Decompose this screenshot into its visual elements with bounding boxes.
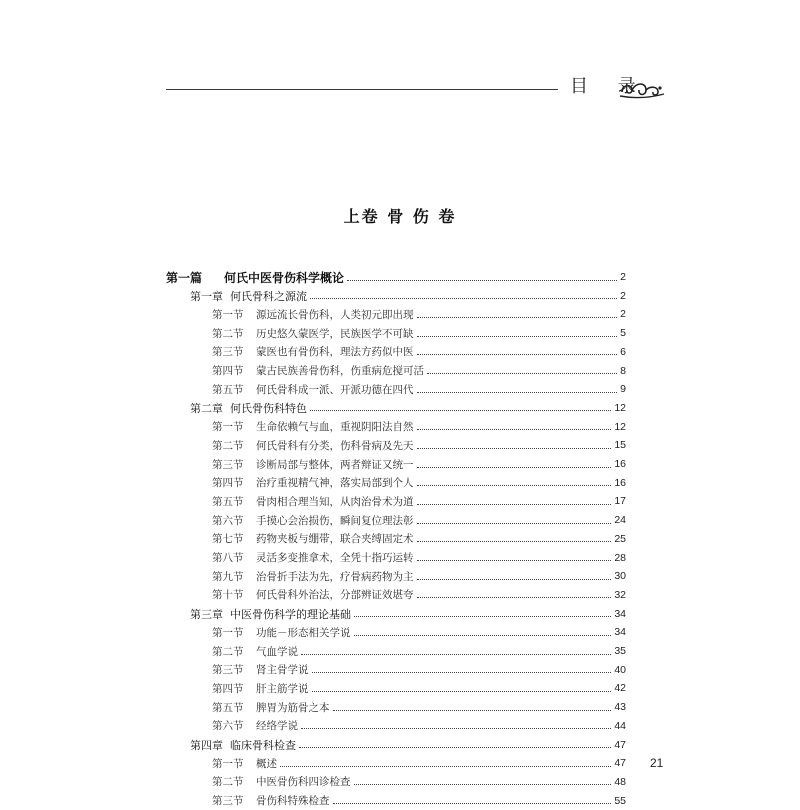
dot-leader bbox=[280, 766, 611, 767]
dot-leader bbox=[417, 504, 612, 505]
page-number: 21 bbox=[650, 756, 664, 770]
toc-entry-number: 第五节 bbox=[212, 383, 244, 396]
toc-section-entry bbox=[212, 642, 626, 660]
toc-entry-number: 第五节 bbox=[212, 701, 244, 714]
dot-leader bbox=[301, 654, 611, 655]
toc-entry-page: 35 bbox=[614, 645, 626, 657]
toc-entry-title: 中医骨伤科学的理论基础 bbox=[230, 607, 351, 621]
toc-entry-page: 12 bbox=[614, 420, 626, 433]
dot-leader bbox=[417, 541, 612, 542]
toc-entry-title: 何氏骨科外治法，分部辨证效堪夸 bbox=[256, 589, 414, 602]
toc-entry-title: 临床骨科检查 bbox=[230, 738, 296, 752]
toc-entry-title: 历史悠久蒙医学，民族医学不可缺 bbox=[256, 327, 414, 340]
toc-entry-number: 第二节 bbox=[212, 439, 244, 452]
toc-entry-number: 第六节 bbox=[212, 720, 244, 733]
toc-section-entry bbox=[212, 455, 626, 473]
toc-section-entry bbox=[212, 549, 626, 567]
dot-leader bbox=[417, 317, 618, 318]
toc-entry-number: 第一节 bbox=[212, 626, 244, 639]
toc-entry-page: 2 bbox=[620, 308, 626, 321]
toc-entry-number: 第九节 bbox=[212, 570, 244, 583]
toc-entry-number: 第十节 bbox=[212, 589, 244, 602]
dot-leader bbox=[417, 523, 612, 524]
dot-leader bbox=[312, 672, 612, 673]
toc-entry-title: 气血学说 bbox=[256, 645, 298, 658]
toc-section-entry bbox=[212, 324, 626, 342]
toc-entry-title: 蒙古民族善骨伤科，伤重病危搅可活 bbox=[256, 365, 424, 377]
dot-leader bbox=[417, 354, 618, 355]
dot-leader bbox=[417, 560, 612, 561]
toc-entry-page: 40 bbox=[614, 663, 626, 676]
toc-entry-page: 43 bbox=[614, 701, 626, 714]
dot-leader bbox=[310, 410, 611, 411]
toc-entry-page: 55 bbox=[614, 794, 626, 807]
dot-leader bbox=[333, 803, 612, 804]
toc-entry-page: 5 bbox=[620, 327, 626, 340]
toc-entry-number: 第二节 bbox=[212, 776, 244, 789]
toc-entry-title: 蒙医也有骨伤科，理法方药似中医 bbox=[256, 346, 414, 359]
toc-entry-page: 34 bbox=[614, 607, 626, 620]
toc-entry-number: 第一章 bbox=[190, 289, 223, 303]
toc-chapter-entry bbox=[190, 399, 626, 417]
toc-entry-number: 第二章 bbox=[190, 401, 223, 415]
dot-leader bbox=[333, 710, 612, 711]
toc-entry-page: 6 bbox=[620, 345, 626, 358]
toc-section-entry bbox=[212, 717, 626, 735]
toc-section-entry bbox=[212, 698, 626, 716]
toc-entry-title: 骨伤科特殊检查 bbox=[256, 795, 330, 808]
toc-entry-title: 何氏骨科之源流 bbox=[230, 289, 307, 303]
toc-chapter-entry bbox=[190, 287, 626, 305]
toc-entry-page: 48 bbox=[614, 775, 626, 788]
toc-entry-number: 第八节 bbox=[212, 552, 244, 564]
toc-entry-page: 34 bbox=[614, 626, 626, 639]
toc-entry-page: 12 bbox=[614, 401, 626, 414]
toc-section-entry bbox=[212, 567, 626, 585]
toc-entry-page: 30 bbox=[614, 570, 626, 583]
toc-entry-number: 第一节 bbox=[212, 421, 244, 434]
toc-entry-number: 第四节 bbox=[212, 477, 244, 490]
toc-section-entry bbox=[212, 511, 626, 529]
toc-entry-title: 诊断局部与整体，两者辩证又统一 bbox=[256, 458, 414, 471]
toc-entry-number: 第四章 bbox=[190, 738, 223, 752]
toc-section-entry bbox=[212, 418, 626, 436]
toc-entry-title: 功能－形态相关学说 bbox=[256, 626, 351, 639]
toc-entry-number: 第一节 bbox=[212, 308, 244, 321]
toc-entry-page: 17 bbox=[614, 495, 626, 508]
toc-entry-number: 第三节 bbox=[212, 346, 244, 359]
toc-entry-title: 脾胃为筋骨之本 bbox=[256, 701, 330, 714]
toc-entry-title: 灵活多变推拿术，全凭十指巧运转 bbox=[256, 552, 414, 564]
toc-entry-title: 肝主筋学说 bbox=[256, 682, 309, 695]
toc-section-entry bbox=[212, 586, 626, 604]
toc-part-entry bbox=[166, 268, 626, 286]
toc-entry-page: 16 bbox=[614, 458, 626, 470]
toc-entry-page: 47 bbox=[614, 738, 626, 751]
toc-entry-title: 概述 bbox=[256, 757, 277, 770]
toc-section-entry bbox=[212, 380, 626, 398]
toc-entry-title: 何氏骨伤科特色 bbox=[230, 401, 307, 415]
toc-section-entry bbox=[212, 773, 626, 791]
toc-entry-title: 经络学说 bbox=[256, 720, 298, 733]
toc-entry-number: 第二节 bbox=[212, 645, 244, 658]
toc-entry-title: 生命依赖气与血，重视阴阳法自然 bbox=[256, 421, 414, 434]
dot-leader bbox=[312, 691, 612, 692]
toc-entry-number: 第一篇 bbox=[166, 270, 203, 285]
toc-entry-title: 何氏骨科有分类，伤科骨病及先天 bbox=[256, 439, 414, 452]
dot-leader bbox=[417, 429, 612, 430]
toc-entry-title: 手摸心会治损伤，瞬间复位理法彰 bbox=[256, 514, 414, 527]
toc-section-entry bbox=[212, 661, 626, 679]
toc-entry-page: 47 bbox=[614, 757, 626, 770]
toc-entry-number: 第六节 bbox=[212, 514, 244, 527]
toc-entry-page: 16 bbox=[614, 476, 626, 489]
dot-leader bbox=[310, 298, 617, 299]
toc-entry-number: 第二节 bbox=[212, 327, 244, 340]
toc-entry-title: 何氏骨科成一派、开派功德在四代 bbox=[256, 383, 414, 396]
toc-section-entry bbox=[212, 679, 626, 697]
toc-entry-number: 第五节 bbox=[212, 495, 244, 508]
toc-section-entry bbox=[212, 492, 626, 510]
toc-entry-title: 治骨折手法为先，疗骨病药物为主 bbox=[256, 570, 414, 583]
toc-entry-page: 28 bbox=[614, 551, 626, 564]
toc-entry-title: 肾主骨学说 bbox=[256, 664, 309, 677]
toc-entry-number: 第七节 bbox=[212, 533, 244, 546]
toc-entry-number: 第一节 bbox=[212, 757, 244, 770]
toc-section-entry bbox=[212, 474, 626, 492]
toc-chapter-entry bbox=[190, 736, 626, 754]
toc-entry-number: 第三节 bbox=[212, 458, 244, 471]
dot-leader bbox=[417, 336, 618, 337]
toc-section-entry bbox=[212, 530, 626, 548]
dot-leader bbox=[354, 616, 611, 617]
toc-entry-page: 15 bbox=[614, 439, 626, 452]
dot-leader bbox=[354, 635, 612, 636]
header-title: 目 录 bbox=[570, 76, 648, 97]
toc-entry-page: 42 bbox=[614, 682, 626, 695]
toc-entry-title: 药物夹板与绷带，联合夹缚固定术 bbox=[256, 533, 414, 546]
toc-section-entry bbox=[212, 623, 626, 641]
dot-leader bbox=[417, 392, 618, 393]
toc-entry-page: 25 bbox=[614, 532, 626, 545]
toc-entry-page: 8 bbox=[620, 364, 626, 377]
toc-section-entry bbox=[212, 792, 626, 810]
toc-entry-title: 骨肉相合理当知，从肉治骨术为道 bbox=[256, 495, 414, 508]
toc-entry-page: 9 bbox=[620, 383, 626, 396]
toc-entry-page: 2 bbox=[620, 271, 626, 283]
dot-leader bbox=[417, 485, 612, 486]
toc-chapter-entry bbox=[190, 605, 626, 623]
toc-entry-title: 源远流长骨伤科，人类初元即出现 bbox=[256, 308, 414, 321]
volume-title: 上卷 骨 伤 卷 bbox=[343, 207, 457, 226]
toc-entry-title: 中医骨伤科四诊检查 bbox=[256, 776, 351, 789]
dot-leader bbox=[427, 373, 617, 374]
toc-entry-page: 44 bbox=[614, 719, 626, 732]
dot-leader bbox=[417, 448, 612, 449]
toc-entry-page: 32 bbox=[614, 588, 626, 601]
dot-leader bbox=[417, 579, 612, 580]
dot-leader bbox=[299, 747, 611, 748]
toc-section-entry bbox=[212, 754, 626, 772]
dot-leader bbox=[301, 728, 611, 729]
toc-entry-page: 24 bbox=[614, 514, 626, 527]
dot-leader bbox=[354, 784, 612, 785]
toc-entry-page: 2 bbox=[620, 289, 626, 302]
toc-section-entry bbox=[212, 436, 626, 454]
dot-leader bbox=[347, 280, 617, 281]
toc-entry-title: 治疗重视精气神，落实局部到个人 bbox=[256, 477, 414, 490]
toc-entry-number: 第三节 bbox=[212, 795, 244, 808]
toc-entry-number: 第三节 bbox=[212, 664, 244, 677]
toc-entry-number: 第四节 bbox=[212, 365, 244, 377]
toc-section-entry bbox=[212, 362, 626, 380]
toc-entry-number: 第四节 bbox=[212, 682, 244, 695]
toc-entry-number: 第三章 bbox=[190, 607, 223, 621]
toc-entry-title: 何氏中医骨伤科学概论 bbox=[224, 270, 345, 285]
toc-section-entry bbox=[212, 343, 626, 361]
dot-leader bbox=[417, 597, 612, 598]
toc-section-entry bbox=[212, 305, 626, 323]
dot-leader bbox=[417, 467, 612, 468]
